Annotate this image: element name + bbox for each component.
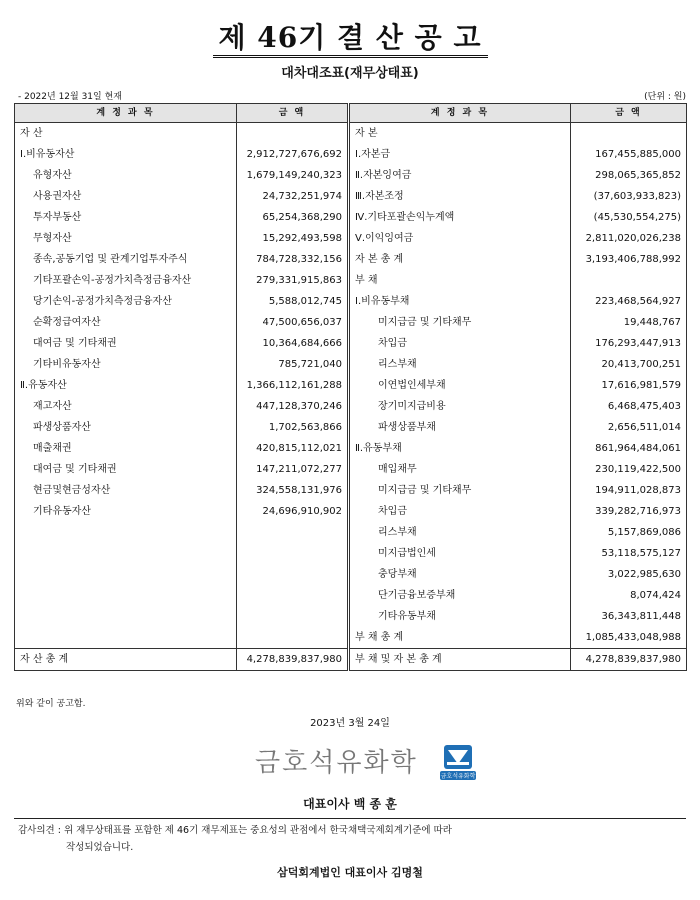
- left-amount: 1,702,563,866: [237, 417, 349, 438]
- left-amount: [237, 522, 349, 543]
- col-header-right-amount: 금 액: [571, 104, 687, 123]
- right-amount: (45,530,554,275): [571, 207, 687, 228]
- right-amount: 8,074,424: [571, 585, 687, 606]
- left-account-label: 순확정급여자산: [15, 312, 237, 333]
- left-account-label: [15, 543, 237, 564]
- table-row: [15, 627, 687, 649]
- left-account-label: 당기손익-공정가치측정금융자산: [15, 291, 237, 312]
- left-account-label: [15, 522, 237, 543]
- right-account-label: Ⅱ.유동부채: [349, 438, 571, 459]
- col-header-right-account: 계 정 과 목: [349, 104, 571, 123]
- left-account-label: 종속,공동기업 및 관계기업투자주식: [15, 249, 237, 270]
- right-amount: 339,282,716,973: [571, 501, 687, 522]
- right-account-label: 기타유동부채: [349, 606, 571, 627]
- left-amount: [237, 585, 349, 606]
- left-amount: 1,366,112,161,288: [237, 375, 349, 396]
- table-row: [15, 543, 687, 564]
- left-account-label: [15, 627, 237, 649]
- company-logo-row: [0, 742, 700, 782]
- left-account-label: 대여금 및 기타채권: [15, 333, 237, 354]
- right-account-label: 미지급금 및 기타채무: [349, 312, 571, 333]
- right-amount: [571, 270, 687, 291]
- right-account-label: Ⅴ.이익잉여금: [349, 228, 571, 249]
- right-amount: 1,085,433,048,988: [571, 627, 687, 649]
- left-account-label: [15, 564, 237, 585]
- table-row: [15, 564, 687, 585]
- right-amount: 6,468,475,403: [571, 396, 687, 417]
- right-amount: 230,119,422,500: [571, 459, 687, 480]
- table-row: [15, 123, 687, 145]
- left-amount: 2,912,727,676,692: [237, 144, 349, 165]
- right-account-label: 차입금: [349, 333, 571, 354]
- balance-sheet-table: [14, 103, 687, 671]
- divider: [14, 818, 686, 819]
- as-of-date: - 2022년 12월 31일 현재: [18, 92, 122, 102]
- right-account-label: 미지급금 및 기타채무: [349, 480, 571, 501]
- table-row: [15, 312, 687, 333]
- right-amount: 19,448,767: [571, 312, 687, 333]
- table-row: [15, 459, 687, 480]
- right-account-label: 차입금: [349, 501, 571, 522]
- table-header-row: [15, 104, 687, 123]
- table-row: [15, 375, 687, 396]
- left-amount: [237, 627, 349, 649]
- right-account-label: 단기금융보증부채: [349, 585, 571, 606]
- company-emblem-icon: [436, 745, 480, 781]
- left-amount: [237, 123, 349, 145]
- right-amount: 2,656,511,014: [571, 417, 687, 438]
- left-account-label: 기타포괄손익-공정가치측정금융자산: [15, 270, 237, 291]
- right-amount: 53,118,575,127: [571, 543, 687, 564]
- unit-label: (단위 : 원): [644, 92, 686, 102]
- left-amount: 147,211,072,277: [237, 459, 349, 480]
- right-account-label: 파생상품부채: [349, 417, 571, 438]
- right-account-label: 부 채 총 계: [349, 627, 571, 649]
- table-row: [15, 354, 687, 375]
- right-amount: 20,413,700,251: [571, 354, 687, 375]
- col-header-left-amount: 금 액: [237, 104, 349, 123]
- table-row: [15, 396, 687, 417]
- right-amount: 3,193,406,788,992: [571, 249, 687, 270]
- left-amount: 65,254,368,290: [237, 207, 349, 228]
- company-emblem-caption: 금호석유화학: [440, 773, 476, 780]
- left-amount: 47,500,656,037: [237, 312, 349, 333]
- right-amount: 17,616,981,579: [571, 375, 687, 396]
- table-body: [15, 123, 687, 671]
- left-account-label: Ⅰ.비유동자산: [15, 144, 237, 165]
- left-amount: 784,728,332,156: [237, 249, 349, 270]
- table-row: [15, 186, 687, 207]
- total-liabilities-equity-amount: 4,278,839,837,980: [571, 649, 687, 671]
- right-amount: (37,603,933,823): [571, 186, 687, 207]
- table-row: [15, 270, 687, 291]
- table-row: [15, 606, 687, 627]
- left-account-label: 기타유동자산: [15, 501, 237, 522]
- col-header-left-account: 계 정 과 목: [15, 104, 237, 123]
- company-name-logo: 금호석유화학: [255, 748, 418, 778]
- left-account-label: 무형자산: [15, 228, 237, 249]
- left-amount: 447,128,370,246: [237, 396, 349, 417]
- left-account-label: 자 산: [15, 123, 237, 145]
- left-account-label: Ⅱ.유동자산: [15, 375, 237, 396]
- left-account-label: 투자부동산: [15, 207, 237, 228]
- table-row: [15, 291, 687, 312]
- left-account-label: 재고자산: [15, 396, 237, 417]
- right-account-label: 자 본 총 계: [349, 249, 571, 270]
- ceo-signature: 대표이사 백 종 훈: [303, 797, 397, 811]
- left-amount: 785,721,040: [237, 354, 349, 375]
- table-row: [15, 144, 687, 165]
- right-account-label: 충당부채: [349, 564, 571, 585]
- table-row: [15, 333, 687, 354]
- table-row: [15, 438, 687, 459]
- left-account-label: 사용권자산: [15, 186, 237, 207]
- table-row: [15, 585, 687, 606]
- left-account-label: [15, 585, 237, 606]
- left-amount: 1,679,149,240,323: [237, 165, 349, 186]
- audit-opinion-line2: 작성되었습니다.: [66, 842, 134, 853]
- left-account-label: 현금및현금성자산: [15, 480, 237, 501]
- table-row: [15, 480, 687, 501]
- announcement-date: 2023년 3월 24일: [310, 718, 390, 729]
- right-account-label: 미지급법인세: [349, 543, 571, 564]
- left-account-label: 기타비유동자산: [15, 354, 237, 375]
- right-amount: 167,455,885,000: [571, 144, 687, 165]
- auditor-signature: 삼덕회계법인 대표이사 김명철: [277, 866, 423, 879]
- table-row: [15, 165, 687, 186]
- right-account-label: 이연법인세부채: [349, 375, 571, 396]
- right-amount: 36,343,811,448: [571, 606, 687, 627]
- right-account-label: Ⅰ.비유동부채: [349, 291, 571, 312]
- left-amount: 324,558,131,976: [237, 480, 349, 501]
- left-amount: [237, 564, 349, 585]
- right-account-label: 리스부채: [349, 354, 571, 375]
- left-amount: [237, 543, 349, 564]
- audit-opinion: [18, 822, 678, 856]
- right-amount: 5,157,869,086: [571, 522, 687, 543]
- left-amount: 10,364,684,666: [237, 333, 349, 354]
- left-account-label: 대여금 및 기타채권: [15, 459, 237, 480]
- totals-row: [15, 649, 687, 671]
- total-liabilities-equity-label: 부 채 및 자 본 총 계: [349, 649, 571, 671]
- left-account-label: [15, 606, 237, 627]
- right-account-label: Ⅳ.기타포괄손익누계액: [349, 207, 571, 228]
- right-account-label: 리스부채: [349, 522, 571, 543]
- table-row: [15, 249, 687, 270]
- left-account-label: 파생상품자산: [15, 417, 237, 438]
- table-row: [15, 417, 687, 438]
- right-amount: 3,022,985,630: [571, 564, 687, 585]
- table-row: [15, 207, 687, 228]
- right-account-label: Ⅰ.자본금: [349, 144, 571, 165]
- left-amount: 24,696,910,902: [237, 501, 349, 522]
- left-amount: 15,292,493,598: [237, 228, 349, 249]
- table-row: [15, 501, 687, 522]
- right-amount: [571, 123, 687, 145]
- right-account-label: 자 본: [349, 123, 571, 145]
- left-amount: 420,815,112,021: [237, 438, 349, 459]
- left-amount: 24,732,251,974: [237, 186, 349, 207]
- right-account-label: 매입채무: [349, 459, 571, 480]
- right-amount: 2,811,020,026,238: [571, 228, 687, 249]
- table-row: [15, 228, 687, 249]
- left-amount: 5,588,012,745: [237, 291, 349, 312]
- right-account-label: Ⅱ.자본잉여금: [349, 165, 571, 186]
- right-account-label: 장기미지급비용: [349, 396, 571, 417]
- left-account-label: 매출채권: [15, 438, 237, 459]
- audit-opinion-line1: 감사의견 : 위 재무상태표를 포함한 제 46기 재무제표는 중요성의 관점에서 한국채택국제회계기준에 따라: [18, 825, 452, 836]
- total-assets-amount: 4,278,839,837,980: [237, 649, 349, 671]
- left-account-label: 유형자산: [15, 165, 237, 186]
- right-amount: 861,964,484,061: [571, 438, 687, 459]
- announcement-note: 위와 같이 공고함.: [16, 699, 86, 709]
- right-account-label: Ⅲ.자본조정: [349, 186, 571, 207]
- right-amount: 176,293,447,913: [571, 333, 687, 354]
- statement-subtitle: 대차대조표(재무상태표): [281, 66, 419, 81]
- total-assets-label: 자 산 총 계: [15, 649, 237, 671]
- left-amount: 279,331,915,863: [237, 270, 349, 291]
- table-row: [15, 522, 687, 543]
- announcement-title: 제 46기 결 산 공 고: [0, 18, 700, 58]
- right-amount: 194,911,028,873: [571, 480, 687, 501]
- right-amount: 298,065,365,852: [571, 165, 687, 186]
- left-amount: [237, 606, 349, 627]
- right-account-label: 부 채: [349, 270, 571, 291]
- right-amount: 223,468,564,927: [571, 291, 687, 312]
